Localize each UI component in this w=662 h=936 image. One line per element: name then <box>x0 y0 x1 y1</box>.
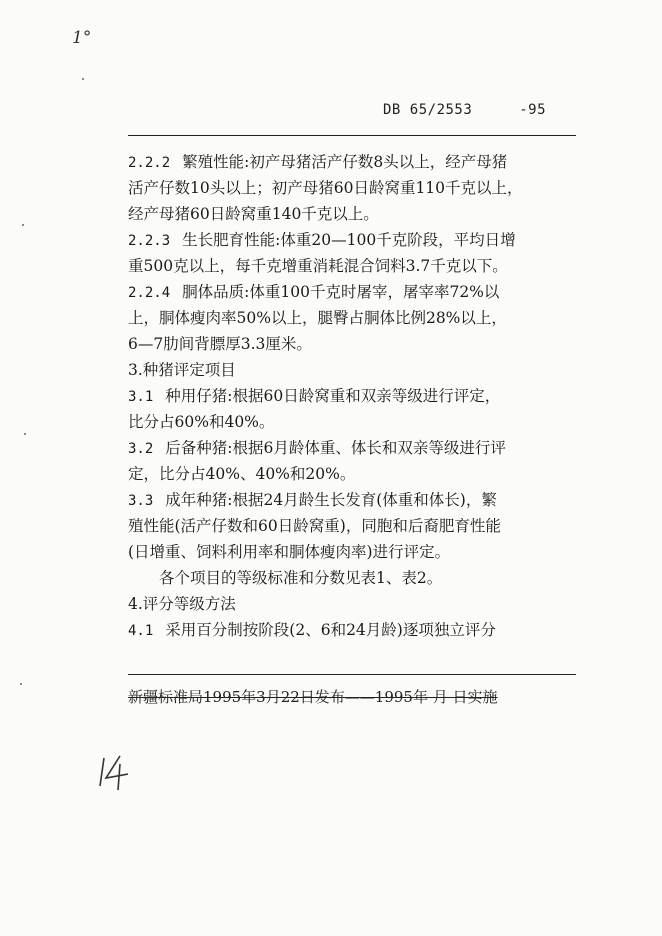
page-header <box>383 102 546 118</box>
line-text: 繁殖性能:初产母猪活产仔数8头以上，经产母猪 <box>182 153 508 171</box>
text-line <box>128 539 588 565</box>
text-line <box>128 565 588 591</box>
speck <box>24 433 26 435</box>
clause-number: 2.2.4 <box>128 285 171 301</box>
clause-number: 4.1 <box>128 623 154 639</box>
line-text: 活产仔数10头以上；初产母猪60日龄窝重110千克以上， <box>128 179 523 197</box>
line-text: 采用百分制按阶段(2、6和24月龄)逐项独立评分 <box>165 621 496 639</box>
line-text: 经产母猪60日龄窝重140千克以上。 <box>128 205 379 223</box>
top-corner-mark: 1° <box>72 28 92 48</box>
text-line <box>128 227 588 253</box>
standard-number: DB 65/2553 <box>383 102 473 118</box>
line-text: 重500克以上，每千克增重消耗混合饲料3.7千克以下。 <box>128 257 508 275</box>
text-line <box>128 305 588 331</box>
line-text: 比分占60%和40%。 <box>128 413 275 431</box>
publication-footer <box>128 686 498 707</box>
text-line <box>128 279 588 305</box>
line-text: 胴体品质:体重100千克时屠宰，屠宰率72%以 <box>182 283 500 301</box>
text-line <box>128 201 588 227</box>
footer-text: 新疆标准局1995年3月22日发布——1995年 月 日实施 <box>128 688 498 706</box>
text-line <box>128 357 588 383</box>
line-text: 成年种猪:根据24月龄生长发育(体重和体长)，繁 <box>165 491 497 509</box>
line-text: 3.种猪评定项目 <box>128 361 236 379</box>
text-line <box>128 513 588 539</box>
line-text: 6—7肋间背膘厚3.3厘米。 <box>128 335 312 353</box>
clause-number: 3.3 <box>128 493 154 509</box>
text-line <box>128 461 588 487</box>
footer-rule <box>128 674 576 675</box>
line-text: 后备种猪:根据6月龄体重、体长和双亲等级进行评 <box>165 439 506 457</box>
line-text: 上，胴体瘦肉率50%以上，腿臀占胴体比例28%以上， <box>128 309 507 327</box>
text-line <box>128 617 588 643</box>
header-rule <box>128 135 576 136</box>
clause-number: 3.1 <box>128 389 154 405</box>
text-line <box>128 175 588 201</box>
page-number: -95 <box>519 102 547 118</box>
line-text: 生长肥育性能:体重20—100千克阶段，平均日增 <box>182 231 516 249</box>
text-line <box>128 383 588 409</box>
line-text: 殖性能(活产仔数和60日龄窝重)，同胞和后裔肥育性能 <box>128 517 501 535</box>
line-text: 定，比分占40%、40%和20%。 <box>128 465 356 483</box>
document-body <box>128 149 588 643</box>
text-line <box>128 253 588 279</box>
text-line <box>128 591 588 617</box>
handwritten-page-mark <box>98 752 138 792</box>
line-text: 4.评分等级方法 <box>128 595 236 613</box>
text-line <box>128 409 588 435</box>
clause-number: 2.2.3 <box>128 233 171 249</box>
clause-number: 2.2.2 <box>128 155 171 171</box>
text-line <box>128 149 588 175</box>
line-text: 种用仔猪:根据60日龄窝重和双亲等级进行评定， <box>165 387 501 405</box>
speck <box>82 78 84 80</box>
clause-number: 3.2 <box>128 441 154 457</box>
text-line <box>128 331 588 357</box>
text-line <box>128 487 588 513</box>
line-text: (日增重、饲料利用率和胴体瘦肉率)进行评定。 <box>128 543 451 561</box>
line-text: 各个项目的等级标准和分数见表1、表2。 <box>128 569 443 587</box>
speck <box>22 224 24 226</box>
speck <box>20 683 22 685</box>
text-line <box>128 435 588 461</box>
